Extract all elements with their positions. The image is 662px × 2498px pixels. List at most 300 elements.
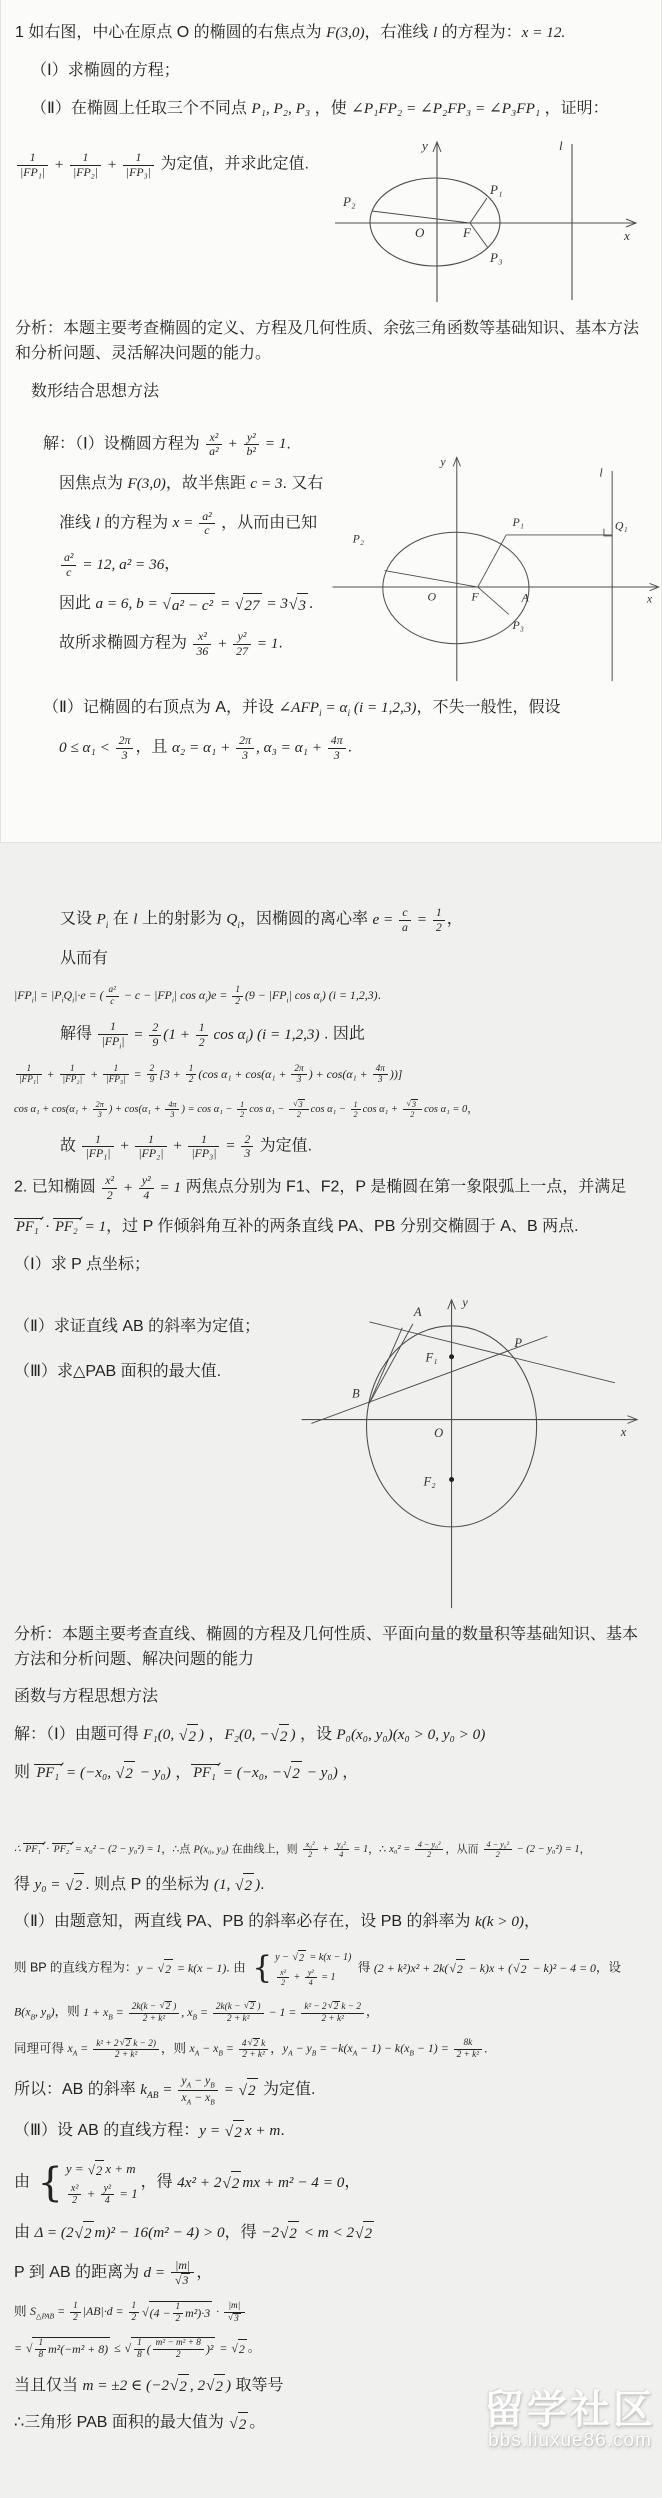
math-subscript: i	[245, 1036, 249, 1047]
math-fraction: $\frac{1}{2}$	[186, 1064, 197, 1086]
figure-ellipse-solution1	[327, 418, 662, 683]
problem1-section	[0, 0, 662, 843]
math-sqrt: √ 2	[116, 1761, 135, 1786]
math-sqrt: √ 2	[206, 2374, 225, 2399]
problem1-solution-left	[15, 418, 327, 672]
solution-continued-section	[0, 843, 662, 2436]
fig2-label-x: x	[646, 591, 653, 606]
math-fraction: $\frac{1}{2}$	[433, 906, 445, 934]
math-run: $\frac{\text{x₀²}}{2}$ + $\frac{\text{y₀²}}{4}$ = 1	[301, 1844, 369, 1855]
math-run: cos α₁ + cos(α₁ + $\frac{2\pi}{3}$ ) + cos(α₁ + $\frac{4\pi}{3}$ ) = cos α₁ − $\frac{1}{2}$ cos α₁ − √ $\frac{3}{2}$ cos α₁ − $\frac{1}{2}$ cos α₁ + √ $\frac{3}{2}$ cos α₁ = 0	[14, 1104, 467, 1115]
math-sqrt: √ 2	[247, 2038, 260, 2050]
math-sqrt: √ 2	[170, 2374, 189, 2399]
p2-line-condition: PF₁ · PF₂ = 1，过 P 作倾斜角互补的两条直线 PA、PB 分别交椭圆于 A、B 两点.	[16, 1218, 579, 1236]
math-run: d = |m| √ 3	[144, 2264, 197, 2281]
math-run: x₀² = $\frac{\text{4 − y₀²}}{2}$	[389, 1844, 445, 1855]
fig1-label-x: x	[624, 228, 630, 244]
math-fraction: $\frac{4\pi}{3}$	[373, 1064, 388, 1086]
p1-sol-thus: 从而有	[60, 950, 109, 968]
math-fraction: $\frac{\text{a²}}{c}$	[199, 510, 214, 538]
p1-sol-directrix: 准线 l 的方程为 x = $\frac{\text{a²}}{c}$ ，从而由已知	[59, 508, 318, 538]
math-sqrt: √ 2	[75, 2221, 94, 2246]
p2-sol-delta: 由 Δ = (2 √ 2 m)² − 16(m² − 4) > 0，得 −2 √ 2 < m < 2 √ 2	[14, 2221, 648, 2246]
math-run: a = 6, b = √ a² − c² = √ 27 = 3 √ 3	[95, 595, 308, 612]
math-run: $\frac{\text{x²}}{2}$ + $\frac{\text{y²}}{4}$ = 1	[100, 1179, 181, 1196]
fig3-label-f2: F₂	[423, 1474, 436, 1489]
math-subscript: A	[288, 2048, 293, 2058]
math-sqrt: √ a² − c²	[163, 593, 216, 618]
math-fraction: $\frac{2}{9}$	[147, 1064, 158, 1086]
math-run: y₀ = √ 2	[34, 1876, 85, 1893]
math-sqrt: √ 3	[289, 593, 308, 618]
math-run: l	[95, 514, 100, 532]
fig3-label-o: O	[434, 1425, 444, 1440]
p2-item-1: （Ⅰ）求 P 点坐标；	[14, 1256, 150, 1274]
math-subscript: i	[319, 995, 322, 1005]
math-sqrt: √ 2	[159, 2001, 172, 2013]
math-fraction: $\frac{1}{2}$	[351, 1100, 361, 1120]
math-fraction: $\frac{y_A - y_B}{x_A - x_B}$	[178, 2074, 217, 2107]
p2-sol-xb: $B(x_B$, $y_B$)，则 $1 + x_B$ = 2k(k − √ 2 ) 2 + k² , $x_B$ = 2k(k − √ 2 ) 2 + k² − 1 = k² − 2 √ 2 k − 2 2 + k² ，	[14, 2001, 648, 2024]
p2-sol-p-coords: 得 y₀ = √ 2 . 则点 P 的坐标为 (1, √ 2 ).	[14, 1873, 648, 1898]
math-subscript: i	[31, 995, 34, 1005]
math-fraction: 2k(k − √ 2 ) 2 + k²	[213, 2001, 264, 2024]
fig1-ellipse	[370, 178, 503, 266]
math-sqrt: √ 2	[239, 2078, 258, 2103]
problem1-statement	[15, 21, 647, 121]
figure-ellipse-problem2	[288, 1291, 648, 1610]
p2-sol-slope-setup: （Ⅱ）由题意知，两直线 PA、PB 的斜率必存在，设 PB 的斜率为 k(k > 0)，	[14, 1913, 541, 1931]
fig3-label-b: B	[352, 1386, 360, 1401]
math-fraction: $\frac{\text{4 − y₀²}}{2}$	[415, 1840, 444, 1860]
math-run: $x_A - x_B$ = 4 √ 2 k 2 + k²	[189, 2041, 270, 2055]
math-run: x = 12.	[521, 24, 566, 41]
math-fraction: $\frac{\text{4 − y₀²}}{2}$	[484, 1840, 513, 1860]
p1-claim: $\frac{1}{\text{|FP₁|}}$ + $\frac{1}{\text{|FP₂|}}$ + $\frac{1}{\text{|FP₃|}}$ 为定值，并求此定值.	[15, 151, 325, 179]
math-subscript: A	[186, 2097, 192, 2107]
watermark-title: 留学社区	[484, 2388, 656, 2432]
math-fraction: $\frac{2}{9}$	[149, 1021, 161, 1049]
math-sqrt: √ 2	[88, 2160, 105, 2181]
math-subscript: B	[192, 2012, 197, 2022]
math-run: Δ = (2 √ 2 m)² − 16(m² − 4) > 0	[34, 2224, 224, 2241]
math-fraction: $\frac{\text{y²}}{4}$	[101, 2183, 114, 2207]
math-sqrt: √ 3	[293, 1099, 305, 1109]
fig1-label-p1: P₁	[490, 182, 503, 198]
math-fraction: $\frac{1}{2}$	[70, 2301, 81, 2323]
math-sqrt: √ $\frac{1}{8}$ ( $\frac{\text{m² − m² + 8}}{2}$ )²	[125, 2337, 216, 2360]
math-subscript: i	[286, 995, 289, 1005]
p2-line-intro: 2. 已知椭圆 $\frac{\text{x²}}{2}$ + $\frac{\text{y²}}{4}$ = 1 两焦点分别为 F1、F2，P 是椭圆在第一象限弧上一点，并满足	[14, 1173, 627, 1202]
problem1-claim	[15, 134, 325, 192]
fig2-label-p1: P₁	[512, 514, 524, 529]
math-sqrt: √ 2	[120, 2038, 133, 2050]
fig2-label-p2: P₂	[352, 531, 364, 546]
problem1-claim-row	[15, 134, 647, 304]
math-fraction: $\frac{\text{x²}}{2}$	[102, 1174, 117, 1202]
fig2-label-o: O	[427, 589, 437, 604]
math-fraction: $\frac{\text{x²}}{\text{a²}}$	[206, 431, 221, 459]
math-fraction: $\frac{\text{x²}}{2}$	[277, 1968, 289, 1987]
math-sqrt: √ 2	[158, 1959, 173, 1978]
math-subscript: AB	[147, 2090, 159, 2101]
fig3-label-y: y	[462, 1295, 468, 1310]
math-sqrt: √ 2	[449, 1959, 464, 1978]
math-fraction: $\frac{8k}{\text{2 + k²}}$	[454, 2038, 482, 2060]
math-fraction: $\frac{1}{\text{|FP₂|}}$	[60, 1064, 86, 1086]
problem2-items-row	[14, 1291, 648, 1610]
math-sqrt: √ 2	[283, 1761, 302, 1786]
p2-sol-vectors: 则 PF₁ = (−x₀, √ 2 − y₀) ， PF₁ = (−x₀, − √ 2 − y₀) ，	[14, 1761, 648, 1786]
math-sqrt: √ 3	[407, 1099, 419, 1109]
fig1-label-f: F	[463, 225, 471, 241]
p2-sol-xa: 同理可得 $x_A$ = k² + 2 √ 2 k − 2) 2 + k² ，则 $x_A - x_B$ = 4 √ 2 k 2 + k² ，$y_A - y_B = -k(x_A - 1) - k(x_B - 1)$ = $\frac{8k}{\text{2 + k²}}$ .	[14, 2038, 648, 2061]
math-fraction: |m| √ 3	[171, 2259, 194, 2288]
math-subscript: i	[105, 920, 109, 931]
math-fraction: $\frac{1}{\text{|FP₃|}}$	[188, 1133, 219, 1161]
p2-sol-system: 由 { y = √ 2 x + m $\frac{\text{x²}}{2}$ + $\frac{\text{y²}}{4}$ = 1 ，得 4x² + 2 √ 2 mx + m² − 4 = 0，	[14, 2157, 648, 2208]
math-run: ∠P₁FP₂ = ∠P₂FP₃ = ∠P₃FP₁	[351, 99, 541, 117]
math-run: e = $\frac{c}{a}$ = $\frac{1}{2}$	[372, 911, 446, 928]
math-subscript: B	[210, 2080, 215, 2090]
p2-analysis: 分析：本题主要考查直线、椭圆的方程及几何性质、平面向量的数量积等基础知识、基本方法和分析问题、解决问题的能力	[14, 1625, 639, 1668]
math-fraction: $\frac{1}{\text{|FP₃|}}$	[123, 151, 154, 179]
fig1-chord-fp1	[470, 198, 487, 223]
math-run: F(3,0)	[127, 475, 166, 493]
math-run: $\frac{1}{\text{|FP₁|}}$ + $\frac{1}{\text{|FP₂|}}$ + $\frac{1}{\text{|FP₃|}}$	[15, 156, 156, 173]
problem1-analysis	[15, 317, 647, 404]
fig1-chord-fp2	[372, 211, 470, 223]
p1-sol-part2-setup: （Ⅱ）记椭圆的右顶点为 A，并设 $\angle AFP_i = \alpha_i$ (i = 1,2,3)，不失一般性，假设	[43, 698, 561, 719]
p1-sol-conclusion: 故 $\frac{1}{\text{|FP₁|}}$ + $\frac{1}{\text{|FP₂|}}$ + $\frac{1}{\text{|FP₃|}}$ = $\frac{2}{3}$ 为定值.	[60, 1131, 313, 1161]
math-run: PF₁ = (−x₀, − √ 2 − y₀)	[191, 1764, 338, 1781]
p1-sol-cos: cos α₁ + cos(α₁ + $\frac{2\pi}{3}$ ) + cos(α₁ + $\frac{4\pi}{3}$ ) = cos α₁ − $\frac{1}{2}$ cos α₁ − √ $\frac{3}{2}$ cos α₁ − $\frac{1}{2}$ cos α₁ + √ $\frac{3}{2}$ cos α₁ = 0，	[14, 1099, 648, 1120]
math-sqrt: √ 2	[244, 2001, 257, 2013]
math-run: y − √ 2 = k(x − 1)	[275, 1952, 351, 1963]
math-fraction: √ $\frac{3}{2}$	[403, 1099, 423, 1120]
p2-sol-dot: ∴ PF₁ · PF₂ = x₀² − (2 − y₀²) = 1，∴点 P(x₀, y₀) 在曲线上，则 $\frac{\text{x₀²}}{2}$ + $\frac{\text{y₀²}}{4}$ = 1，∴ x₀² = $\frac{\text{4 − y₀²}}{2}$ ，从而 $\frac{\text{4 − y₀²}}{2}$ − (2 − y₀²) = 1，	[14, 1839, 591, 1860]
math-fraction: $\frac{2\pi}{3}$	[116, 734, 134, 762]
math-fraction: $\frac{\text{y²}}{4}$	[305, 1968, 317, 1987]
math-run: l	[133, 910, 138, 928]
math-subscript: A	[352, 2048, 358, 2058]
math-run: $B(x_B$, $y_B$)	[14, 2004, 55, 2022]
fig2-ellipse	[383, 532, 529, 643]
fig1-label-y: y	[422, 138, 428, 154]
math-fraction: $\frac{\text{y²}}{\text{b²}}$	[244, 431, 259, 459]
math-fraction: $\frac{1}{\text{|FP₃|}}$	[103, 1064, 129, 1086]
math-vector: PF₁	[191, 1764, 219, 1782]
math-sqrt: √ 2	[65, 1873, 84, 1898]
math-run: (2 + k²)x² + 2k( √ 2 − k)x + ( √ 2 − k)² − 4 = 0	[374, 1961, 596, 1975]
p2-sol-coords: 解：（Ⅰ）由题可得 F₁(0, √ 2 ) ，F₂(0, − √ 2 ) ，设 P₀(x₀, y₀)(x₀ > 0, y₀ > 0)	[14, 1723, 648, 1748]
p1-sol-setup: 解：（Ⅰ）设椭圆方程为 $\frac{\text{x²}}{\text{a²}}$ + $\frac{\text{y²}}{\text{b²}}$ = 1.	[43, 429, 291, 459]
math-run: PF₁ = (−x₀, √ 2 − y₀)	[34, 1764, 170, 1781]
math-fraction: $\frac{1}{\text{|FP₂|}}$	[70, 151, 101, 179]
math-run: (1, √ 2 )	[214, 1876, 260, 1893]
p2-method: 函数与方程思想方法	[14, 1688, 159, 1706]
math-subscript: i	[119, 1041, 122, 1051]
fig1-label-p3: P₃	[490, 250, 503, 266]
p2-sol-equality: 当且仅当 m = ±2 ∈ (−2 √ 2 , 2 √ 2 ) 取等号	[14, 2374, 648, 2399]
fig2-label-p3: P₃	[512, 617, 524, 632]
math-fraction: $\frac{1}{\text{|FP₂|}}$	[135, 1133, 166, 1161]
math-run: $Q_i$	[226, 910, 240, 931]
math-run: l	[432, 24, 438, 41]
math-fraction: $\frac{2\pi}{3}$	[93, 1100, 107, 1120]
math-fraction: $\frac{1}{2}$	[237, 1100, 247, 1120]
math-subscript: B	[409, 2048, 414, 2058]
math-fraction: $\frac{\text{y²}}{4}$	[139, 1174, 154, 1202]
problem1-solution-row	[15, 418, 653, 683]
math-run: x = $\frac{\text{a²}}{c}$	[173, 514, 217, 531]
math-vector: PF₁	[23, 1843, 44, 1856]
math-sqrt: √ 2	[222, 2171, 241, 2196]
fig2-label-f: F	[471, 589, 479, 604]
fig3-secant-bp	[311, 1336, 547, 1423]
p1-sol-solve: 解得 $\frac{1}{|FP_i|}$ = $\frac{2}{9}$ (1 + $\frac{1}{2}$ $\cos \alpha_i$) (i = 1,2,3) . 因此	[60, 1019, 365, 1051]
fig3-chord-ab-2	[369, 1324, 413, 1403]
math-fraction: $\frac{1}{|FP_i|}$	[98, 1020, 127, 1050]
math-sqrt: √ 2	[292, 1950, 306, 1967]
p1-sol-equation: 故所求椭圆方程为 $\frac{\text{x²}}{36}$ + $\frac{\text{y²}}{27}$ = 1.	[59, 629, 283, 658]
math-vector: PF₁	[34, 1764, 62, 1782]
math-fraction: $\frac{2\pi}{3}$	[291, 1064, 306, 1086]
math-sqrt: √ 2	[355, 2221, 374, 2246]
math-run: $x_A$ = k² + 2 √ 2 k − 2) 2 + k²	[67, 2041, 160, 2055]
problem1-solution-continued	[14, 906, 648, 1161]
math-run: $y_A - y_B = -k(x_A - 1) - k(x_B - 1)$ = $\frac{8k}{\text{2 + k²}}$	[283, 2041, 484, 2055]
math-sqrt: √ 2	[225, 2120, 244, 2145]
fig2-chord-fp3	[478, 587, 509, 614]
math-run: 0 ≤ α₁ < $\frac{2\pi}{3}$	[59, 739, 135, 756]
math-run: $P_i$	[96, 910, 109, 931]
math-sqrt: √ 3	[228, 2313, 241, 2325]
math-run: y = √ 2 x + m	[199, 2122, 280, 2139]
math-sqrt: √ (4 − $\frac{1}{2}$ m²)·3	[142, 2301, 212, 2324]
math-run: $\frac{\text{x²}}{2}$ + $\frac{\text{y²}}{4}$ = 1	[275, 1972, 335, 1983]
math-subscript: i	[171, 995, 174, 1005]
math-run: −2 √ 2 < m < 2 √ 2	[261, 2224, 375, 2241]
p1-analysis: 分析：本题主要考查椭圆的定义、方程及几何性质、余弦三角函数等基础知识、基本方法和分析问题、灵活解决问题的能力。	[15, 320, 640, 363]
math-subscript: A	[72, 2048, 78, 2058]
fig2-label-l: l	[599, 465, 603, 480]
math-subscript: i	[72, 995, 75, 1005]
p2-sol-bp-line: 则 BP 的直线方程为：y − √ 2 = k(x − 1). 由 { y − √ 2 = k(x − 1) $\frac{\text{x²}}{2}$ + $\frac{\text{y²}}{4}$ = 1 得 (2 + k²)x² + 2k( √ 2 − k)x + ( √ 2 − k)² − 4 = 0，设	[14, 1948, 648, 1988]
math-fraction: $\frac{c}{a}$	[399, 906, 411, 934]
fig3-label-a: A	[413, 1305, 422, 1320]
math-fraction: |m| √ 3	[224, 2301, 245, 2324]
math-run: P₀(x₀, y₀)(x₀ > 0, y₀ > 0)	[336, 1726, 486, 1744]
fig3-label-x: x	[620, 1424, 627, 1439]
math-fraction: √ $\frac{3}{2}$	[289, 1099, 309, 1120]
math-subscript: B	[46, 2012, 51, 2022]
p1-item-1: （Ⅰ）求椭圆的方程；	[31, 61, 180, 79]
math-sqrt: √ 2	[271, 1724, 290, 1749]
math-sqrt: √ 2	[235, 1873, 254, 1898]
math-fraction: 4 √ 2 k 2 + k²	[239, 2038, 268, 2061]
math-sqrt: √ $\frac{1}{8}$ m²(−m² + 8)	[26, 2337, 110, 2360]
math-run: y − √ 2 = k(x − 1)	[137, 1961, 226, 1975]
math-subscript: A	[194, 2048, 200, 2058]
fig2-label-a: A	[521, 590, 529, 605]
math-sqrt: √ 27	[235, 593, 262, 618]
math-subscript: i	[61, 995, 64, 1005]
fig1-label-p2: P₂	[343, 194, 356, 210]
math-cases	[37, 2157, 137, 2208]
math-run: F₂(0, − √ 2 )	[224, 1726, 295, 1743]
math-fraction: √ $\frac{1}{8}$	[134, 2338, 145, 2360]
fig3-label-f1: F₁	[425, 1350, 438, 1365]
p2-sol-kab: 所以：AB 的斜率 $k_{AB}$ = $\frac{y_A - y_B}{x_A - x_B}$ = √ 2 为定值.	[14, 2074, 648, 2107]
math-fraction: $\frac{2}{3}$	[241, 1133, 253, 1161]
math-subscript: B	[30, 2012, 35, 2022]
problem2-statement	[14, 1174, 648, 1278]
math-run: $\frac{\text{4 − y₀²}}{2}$ − (2 − y₀²) = 1	[482, 1844, 580, 1855]
p1-line-intro: 1 如右图，中心在原点 O 的椭圆的右焦点为 F(3,0)，右准线 l 的方程为：x = 12.	[15, 24, 566, 41]
fig2-label-q1: Q₁	[614, 518, 628, 533]
math-fraction: $\frac{\text{y²}}{27}$	[233, 630, 251, 658]
math-fraction: $\frac{1}{\text{|FP₁|}}$	[16, 1064, 42, 1086]
p1-sol-fp-eq: $|FP_i| = |P_iQ_i|\cdot e$ = ( $\frac{\text{a²}}{c}$ − $c - |FP_i|$ $\cos \alpha_i)e$ = $\frac{1}{2}$ ($9 - |FP_i|$ $\cos \alpha_i$) (i = 1,2,3).	[14, 985, 382, 1007]
math-fraction: $\frac{\text{a²}}{c}$	[106, 985, 119, 1007]
math-fraction: $\frac{1}{2}$	[232, 985, 243, 1007]
watermark-site: bbs.liuxue86.com	[488, 2430, 652, 2451]
math-subscript: B	[218, 2048, 223, 2058]
math-run: $1 + x_B$ = 2k(k − √ 2 ) 2 + k² , $x_B$ = 2k(k − √ 2 ) 2 + k² − 1 = k² − 2 √ 2 k − 2 2 + k²	[83, 2005, 366, 2019]
problem1-solution-part2	[15, 696, 647, 763]
math-sqrt: √ 2	[179, 1724, 198, 1749]
math-run: ∴ PF₁ · PF₂ = x₀² − (2 − y₀²) = 1	[14, 1844, 162, 1856]
math-subscript: A	[186, 2080, 192, 2090]
math-vector: PF₂	[53, 1218, 81, 1236]
figure-ellipse-problem1	[325, 134, 647, 304]
math-subscript: i	[205, 995, 208, 1005]
fig1-label-l: l	[559, 138, 563, 154]
math-run: $\frac{\text{x²}}{2}$ + $\frac{\text{y²}}{4}$ = 1	[66, 2186, 138, 2201]
math-run: $\frac{\text{a²}}{c}$ = 12, a² = 36	[59, 556, 164, 573]
fig3-secant-ap	[369, 1322, 615, 1383]
math-fraction: 2k(k − √ 2 ) 2 + k²	[129, 2001, 180, 2024]
math-run: $\frac{\text{x²}}{\text{a²}}$ + $\frac{\text{y²}}{\text{b²}}$ = 1	[204, 435, 286, 452]
math-run: PF₁ · PF₂ = 1	[16, 1218, 107, 1236]
math-sqrt: √ 2	[231, 2339, 246, 2358]
math-run: P₁, P₂, P₃	[251, 99, 311, 117]
math-fraction: $\frac{1}{\text{|FP₁|}}$	[17, 151, 48, 179]
p2-sol-ab-line: （Ⅲ）设 AB 的直线方程：y = √ 2 x + m.	[14, 2119, 648, 2144]
fig1-label-o: O	[415, 225, 425, 241]
math-run: F₁(0, √ 2 )	[143, 1726, 204, 1743]
math-subscript: i	[347, 708, 351, 719]
math-subscript: B	[311, 2048, 317, 2058]
p1-item-2: （Ⅱ）在椭圆上任取三个不同点 P₁, P₂, P₃ ，使 ∠P₁FP₂ = ∠P₂FP₃ = ∠P₃FP₁ ，证明：	[31, 99, 609, 117]
math-run: $\angle AFP_i = \alpha_i$ (i = 1,2,3)	[278, 698, 417, 719]
p2-item-2: （Ⅱ）求证直线 AB 的斜率为定值；	[14, 1317, 261, 1335]
math-fraction: $\frac{\text{x²}}{2}$	[68, 2183, 81, 2207]
math-run: m = ±2 ∈ (−2 √ 2 , 2 √ 2 )	[82, 2377, 231, 2394]
math-subscript: i	[237, 920, 240, 931]
math-run: $\frac{1}{|FP_i|}$ = $\frac{2}{9}$ (1 + $\frac{1}{2}$ $\cos \alpha_i$) (i = 1,2,3)	[96, 1026, 319, 1043]
math-run: c = 3	[250, 475, 283, 493]
fig3-focus1-dot	[449, 1354, 454, 1359]
math-fraction: $\frac{2\pi}{3}$	[236, 734, 254, 762]
math-cases	[252, 1948, 351, 1988]
math-fraction: $\frac{4\pi}{3}$	[165, 1100, 179, 1120]
math-subscript: i	[319, 708, 322, 719]
math-fraction: $\frac{1}{2}$	[173, 2302, 184, 2324]
problem2-solution	[14, 1840, 648, 2436]
p2-sol-distance: P 到 AB 的距离为 d = |m| √ 3 ，	[14, 2259, 648, 2288]
problem2-items	[14, 1291, 288, 1405]
math-sqrt: √ 3	[175, 2273, 190, 2288]
p2-sol-conclusion: ∴三角形 PAB 面积的最大值为 √ 2 。	[14, 2411, 648, 2436]
fig3-focus2-dot	[449, 1477, 454, 1482]
p1-sol-focus: 因焦点为 F(3,0)，故半焦距 c = 3. 又右	[59, 475, 324, 493]
math-fraction: $\frac{\text{a²}}{c}$	[61, 551, 76, 579]
math-sqrt: √ 2	[229, 2412, 248, 2437]
math-fraction: $\frac{\text{x₀²}}{2}$	[303, 1840, 318, 1860]
math-sqrt: √ 2	[280, 2221, 299, 2246]
math-fraction: √ $\frac{1}{8}$	[35, 2338, 46, 2360]
fig2-chord-fp1	[478, 535, 506, 587]
math-fraction: $\frac{4\pi}{3}$	[328, 734, 346, 762]
math-fraction: $\frac{\text{y₀²}}{4}$	[334, 1840, 349, 1860]
math-run: α₂ = α₁ + $\frac{2\pi}{3}$ , α₃ = α₁ + $\frac{4\pi}{3}$	[172, 739, 348, 756]
p1-sol-alpha: 0 ≤ α₁ < $\frac{2\pi}{3}$ ，且 α₂ = α₁ + $\frac{2\pi}{3}$ , α₃ = α₁ + $\frac{4\pi}{3}$ .	[59, 733, 353, 763]
math-subscript: △PAB	[35, 2311, 55, 2321]
p1-sol-a2: $\frac{\text{a²}}{c}$ = 12, a² = 36，	[59, 551, 327, 579]
math-run: P(x₀, y₀)	[193, 1844, 229, 1856]
math-run: y = √ 2 x + m	[66, 2161, 136, 2176]
problem2-analysis	[14, 1623, 648, 1786]
math-fraction: $\frac{\text{x²}}{36}$	[193, 630, 211, 658]
p2-sol-area-max: = √ $\frac{1}{8}$ m²(−m² + 8) ≤ √ $\frac{1}{8}$ ( $\frac{\text{m² − m² + 8}}{2}$ )² = √ 2 。	[14, 2337, 648, 2360]
watermark	[484, 2388, 656, 2452]
math-run: = √ $\frac{1}{8}$ m²(−m² + 8) ≤ √ $\frac{1}{8}$ ( $\frac{\text{m² − m² + 8}}{2}$ )² = √ 2	[14, 2341, 248, 2355]
math-fraction: $\frac{\text{m² − m² + 8}}{2}$	[153, 2338, 204, 2360]
math-run: $S_{\triangle PAB}$ = $\frac{1}{2}$ |AB|·d = $\frac{1}{2}$ √ (4 − $\frac{1}{2}$ m²)·3 · |m| √ 3	[30, 2304, 247, 2318]
math-run	[228, 2414, 249, 2431]
math-subscript: B	[108, 2012, 113, 2022]
math-run: $|FP_i| = |P_iQ_i|\cdot e$ = ( $\frac{\text{a²}}{c}$ − $c - |FP_i|$ $\cos \alpha_i)e$ = $\frac{1}{2}$ ($9 - |FP_i|$ $\cos \alpha_i$) (i = 1,2,3)	[14, 985, 378, 1007]
math-run: $\frac{1}{\text{|FP₁|}}$ + $\frac{1}{\text{|FP₂|}}$ + $\frac{1}{\text{|FP₃|}}$ = $\frac{2}{3}$	[80, 1137, 255, 1154]
math-vector: PF₂	[52, 1843, 73, 1856]
math-fraction: $\frac{1}{2}$	[129, 2301, 140, 2323]
math-fraction: $\frac{1}{2}$	[196, 1021, 208, 1049]
math-run: $\frac{\text{x²}}{36}$ + $\frac{\text{y²}}{27}$ = 1	[191, 635, 278, 652]
p2-sol-area: 则 $S_{\triangle PAB}$ = $\frac{1}{2}$ |AB|·d = $\frac{1}{2}$ √ (4 − $\frac{1}{2}$ m²)·3 · |m| √ 3	[14, 2301, 648, 2324]
fig3-label-p: P	[514, 1335, 523, 1350]
fig2-chord-fp2	[385, 570, 478, 586]
math-fraction: k² + 2 √ 2 k − 2) 2 + k²	[93, 2038, 159, 2061]
p1-sol-sum	[14, 1064, 648, 1086]
math-run: k(k > 0)	[474, 1913, 524, 1931]
math-subscript: B	[210, 2097, 215, 2107]
math-sqrt: √ 2	[513, 1959, 528, 1978]
math-run: F(3,0)	[326, 24, 365, 41]
p1-method: 数形结合思想方法	[31, 382, 160, 400]
math-sqrt: √ 2	[328, 2001, 341, 2013]
math-fraction: k² − 2 √ 2 k − 2 2 + k²	[301, 2001, 364, 2024]
p1-sol-projection: 又设 $P_i$ 在 l 上的射影为 $Q_i$，因椭圆的离心率 e = $\frac{c}{a}$ = $\frac{1}{2}$ ，	[60, 905, 463, 934]
math-fraction: $\frac{1}{\text{|FP₁|}}$	[82, 1133, 113, 1161]
fig2-label-y: y	[440, 454, 446, 469]
math-run: $\frac{1}{\text{|FP₁|}}$ + $\frac{1}{\text{|FP₂|}}$ + $\frac{1}{\text{|FP₃|}}$ = $\frac{2}{9}$ [3 + $\frac{1}{2}$ (cos α₁ + cos(α₁ + $\frac{2\pi}{3}$ ) + cos(α₁ + $\frac{4\pi}{3}$ ))]	[14, 1067, 402, 1081]
fig1-chord-fp3	[470, 223, 488, 248]
math-vector: PF₁	[14, 1218, 42, 1236]
p1-sol-b: 因此 a = 6, b = √ a² − c² = √ 27 = 3 √ 3 .	[59, 592, 327, 617]
math-run: $k_{AB}$ = $\frac{y_A - y_B}{x_A - x_B}$ = √ 2	[140, 2081, 258, 2098]
